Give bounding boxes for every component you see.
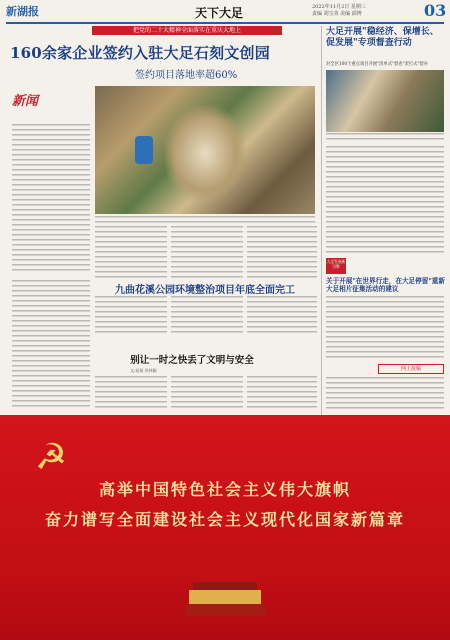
lead-body-col2 (95, 226, 167, 278)
bottom-author: 文/易娟 苏林颖 (130, 368, 157, 373)
tiananmen-icon (185, 582, 265, 616)
right-photo-caption (326, 133, 444, 143)
lead-body-col1b (12, 280, 90, 342)
page-number: 03 (424, 1, 447, 20)
middle-body-col2 (171, 296, 243, 336)
right-headline[interactable]: 大足开展"稳经济、保增长、促发展"专项督查行动 (326, 27, 439, 48)
bottom-headline[interactable]: 别让一时之快丢了文明与安全 (130, 355, 254, 366)
topic-banner: 把党的二十大精神全面落实在重庆大地上 (92, 26, 282, 35)
lead-body-col3 (171, 226, 243, 278)
editors-line: 责编 胡宝英 美编 邱博 (312, 11, 362, 17)
submission-stamp: 网上投稿 (378, 364, 444, 374)
lead-body-col1 (12, 124, 90, 274)
bottom-body-col4 (247, 376, 317, 408)
right-headline-2[interactable]: 关于开展"在世界行走，在大足停留"重新大足相片征集活动的建议 (326, 277, 445, 293)
poster-slogan-2: 奋力谱写全面建设社会主义现代化国家新篇章 (44, 510, 405, 529)
bottom-body-col3 (171, 376, 243, 408)
feature-badge: 大足发展新引擎 (326, 258, 346, 274)
bottom-body-col1 (12, 345, 90, 407)
right-body-3 (326, 377, 444, 409)
lead-body-col4 (247, 226, 317, 278)
hammer-sickle-icon: ☭ (34, 437, 68, 478)
middle-body-col3 (247, 296, 317, 336)
issue-date: 2022年11月2日 星期三 (312, 4, 366, 10)
tiananmen-roof (193, 582, 257, 590)
lead-headline[interactable]: 160余家企业签约入驻大足石刻文创园 (10, 44, 270, 62)
right-body-2 (326, 296, 444, 360)
tiananmen-body (189, 590, 261, 604)
poster-slogan-1: 高举中国特色社会主义伟大旗帜 (98, 480, 351, 499)
header-rule (6, 22, 444, 24)
worker-figure (135, 136, 153, 164)
tiananmen-base (185, 604, 265, 616)
middle-body-col1 (95, 296, 167, 336)
column-divider (321, 26, 322, 426)
lead-subhead: 签约项目落地率超60% (135, 70, 238, 81)
photo-caption (95, 216, 315, 223)
right-photo (326, 70, 444, 132)
bottom-body-col2 (95, 376, 167, 408)
section-title: 天下大足 (195, 6, 244, 20)
masthead-logo: 新湖报 (6, 5, 39, 18)
right-subhead: 对全区100个重点项目开展"清单式"督查"责打式"督办 (326, 62, 429, 67)
lead-section-label: 新闻 (12, 94, 39, 109)
right-body (326, 146, 444, 254)
lead-photo (95, 86, 315, 214)
middle-headline[interactable]: 九曲花溪公园环境整治项目年底全面完工 (115, 285, 295, 296)
stone-carving-image (165, 106, 245, 201)
